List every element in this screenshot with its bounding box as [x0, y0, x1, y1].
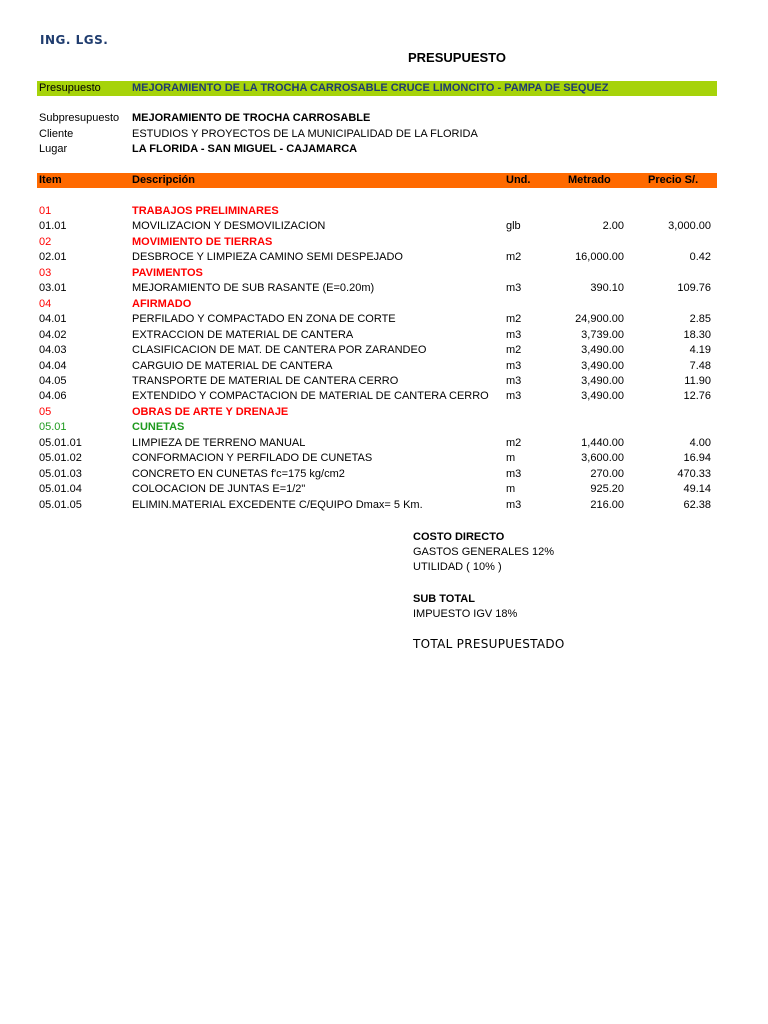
row-precio: 4.19 [689, 344, 711, 357]
subpresupuesto-value: MEJORAMIENTO DE TROCHA CARROSABLE [132, 112, 371, 124]
row-item-code: 01.01 [39, 220, 67, 233]
row-description: LIMPIEZA DE TERRENO MANUAL [132, 436, 306, 449]
row-item-code: 05.01.04 [39, 483, 82, 496]
row-item-code: 03.01 [39, 282, 67, 295]
row-unit: m2 [506, 313, 522, 326]
row-unit: m3 [506, 467, 522, 480]
igv-label: IMPUESTO IGV 18% [413, 608, 518, 620]
table-row [0, 282, 768, 297]
row-metrado: 3,490.00 [581, 374, 624, 387]
row-precio: 3,000.00 [668, 220, 711, 233]
table-header-row [0, 174, 768, 189]
row-metrado: 24,900.00 [575, 313, 624, 326]
table-row [0, 468, 768, 483]
row-item-code: 04.05 [39, 374, 67, 387]
table-row [0, 205, 768, 220]
row-item-code: 05.01 [39, 421, 67, 434]
row-item-code: 04.04 [39, 359, 67, 372]
row-precio: 49.14 [683, 483, 711, 496]
table-row [0, 406, 768, 421]
table-row [0, 360, 768, 375]
row-description: CUNETAS [132, 421, 185, 434]
row-precio: 0.42 [689, 251, 711, 264]
row-metrado: 1,440.00 [581, 436, 624, 449]
table-row [0, 390, 768, 405]
row-metrado: 270.00 [590, 467, 624, 480]
column-header-precio: Precio S/. [648, 174, 699, 186]
table-row [0, 267, 768, 282]
row-unit: m [506, 452, 516, 465]
row-unit: m3 [506, 282, 522, 295]
cliente-label: Cliente [39, 128, 74, 140]
row-item-code: 05.01.03 [39, 467, 82, 480]
lugar-label: Lugar [39, 143, 68, 155]
row-unit: m2 [506, 436, 522, 449]
row-description: PERFILADO Y COMPACTADO EN ZONA DE CORTE [132, 313, 396, 326]
row-description: AFIRMADO [132, 297, 192, 310]
row-description: COLOCACION DE JUNTAS E=1/2" [132, 483, 306, 496]
row-description: MOVILIZACION Y DESMOVILIZACION [132, 220, 326, 233]
row-metrado: 3,490.00 [581, 359, 624, 372]
row-description: PAVIMENTOS [132, 266, 203, 279]
presupuesto-label: Presupuesto [39, 82, 101, 94]
cliente-value: ESTUDIOS Y PROYECTOS DE LA MUNICIPALIDAD DE LA FLORIDA [132, 128, 478, 140]
table-row [0, 437, 768, 452]
column-header-metrado: Metrado [568, 174, 611, 186]
row-item-code: 01 [39, 205, 52, 217]
row-unit: m3 [506, 359, 522, 372]
row-item-code: 04.06 [39, 390, 67, 403]
row-item-code: 04.03 [39, 344, 67, 357]
row-unit: m2 [506, 251, 522, 264]
total-presupuestado-label: TOTAL PRESUPUESTADO [413, 637, 565, 651]
row-unit: m3 [506, 328, 522, 341]
table-row [0, 220, 768, 235]
row-item-code: 05.01.05 [39, 498, 82, 511]
row-description: CONFORMACION Y PERFILADO DE CUNETAS [132, 452, 373, 465]
row-precio: 4.00 [689, 436, 711, 449]
row-precio: 16.94 [683, 452, 711, 465]
row-description: TRANSPORTE DE MATERIAL DE CANTERA CERRO [132, 374, 399, 387]
table-row [0, 452, 768, 467]
row-description: EXTENDIDO Y COMPACTACION DE MATERIAL DE CANTERA CERRO [132, 390, 489, 403]
row-precio: 2.85 [689, 313, 711, 326]
table-row [0, 313, 768, 328]
row-description: MEJORAMIENTO DE SUB RASANTE (E=0.20m) [132, 282, 375, 295]
row-metrado: 3,490.00 [581, 390, 624, 403]
sub-total-label: SUB TOTAL [413, 593, 475, 605]
row-unit: glb [506, 220, 521, 233]
table-row [0, 329, 768, 344]
row-metrado: 216.00 [590, 498, 624, 511]
row-item-code: 05 [39, 405, 52, 418]
row-precio: 18.30 [683, 328, 711, 341]
row-metrado: 3,490.00 [581, 344, 624, 357]
column-header-item: Item [39, 174, 62, 186]
row-precio: 62.38 [683, 498, 711, 511]
row-precio: 11.90 [684, 374, 711, 387]
row-precio: 470.33 [677, 467, 711, 480]
row-unit: m3 [506, 390, 522, 403]
row-metrado: 390.10 [590, 282, 624, 295]
subpresupuesto-label: Subpresupuesto [39, 112, 120, 124]
row-item-code: 04 [39, 297, 52, 310]
row-metrado: 2.00 [602, 220, 624, 233]
row-item-code: 04.02 [39, 328, 67, 341]
table-row [0, 298, 768, 313]
row-description: CONCRETO EN CUNETAS f'c=175 kg/cm2 [132, 467, 345, 480]
utilidad-label: UTILIDAD ( 10% ) [413, 561, 502, 573]
row-description: CLASIFICACION DE MAT. DE CANTERA POR ZARANDEO [132, 344, 427, 357]
row-description: ELIMIN.MATERIAL EXCEDENTE C/EQUIPO Dmax= 5 Km. [132, 498, 423, 511]
row-item-code: 05.01.01 [39, 436, 82, 449]
row-precio: 12.76 [683, 390, 711, 403]
table-row [0, 483, 768, 498]
row-unit: m2 [506, 344, 522, 357]
row-unit: m3 [506, 498, 522, 511]
row-description: MOVIMIENTO DE TIERRAS [132, 235, 273, 248]
row-precio: 7.48 [689, 359, 711, 372]
column-header-und: Und. [506, 174, 531, 186]
row-item-code: 04.01 [39, 313, 67, 326]
costo-directo-label: COSTO DIRECTO [413, 531, 505, 543]
row-description: DESBROCE Y LIMPIEZA CAMINO SEMI DESPEJADO [132, 251, 403, 264]
table-row [0, 236, 768, 251]
table-row [0, 375, 768, 390]
row-item-code: 02.01 [39, 251, 67, 264]
lugar-value: LA FLORIDA - SAN MIGUEL - CAJAMARCA [132, 143, 358, 155]
gastos-generales-label: GASTOS GENERALES 12% [413, 546, 555, 558]
company-logo-text: ING. LGS. [40, 33, 109, 47]
row-description: OBRAS DE ARTE Y DRENAJE [132, 405, 289, 418]
table-row [0, 499, 768, 514]
row-item-code: 02 [39, 235, 52, 248]
row-metrado: 16,000.00 [575, 251, 624, 264]
row-item-code: 03 [39, 266, 52, 279]
presupuesto-value: MEJORAMIENTO DE LA TROCHA CARROSABLE CRUCE LIMONCITO - PAMPA DE SEQUEZ [132, 82, 609, 94]
row-metrado: 3,739.00 [581, 328, 624, 341]
row-item-code: 05.01.02 [39, 452, 82, 465]
table-row [0, 344, 768, 359]
row-unit: m3 [506, 374, 522, 387]
row-description: EXTRACCION DE MATERIAL DE CANTERA [132, 328, 354, 341]
row-unit: m [506, 483, 516, 496]
column-header-descripcion: Descripción [132, 174, 195, 186]
row-description: CARGUIO DE MATERIAL DE CANTERA [132, 359, 333, 372]
table-row [0, 421, 768, 436]
table-row [0, 251, 768, 266]
row-description: TRABAJOS PRELIMINARES [132, 205, 279, 217]
row-metrado: 925.20 [590, 483, 624, 496]
document-title: PRESUPUESTO [407, 50, 506, 65]
row-precio: 109.76 [677, 282, 711, 295]
row-metrado: 3,600.00 [581, 452, 624, 465]
